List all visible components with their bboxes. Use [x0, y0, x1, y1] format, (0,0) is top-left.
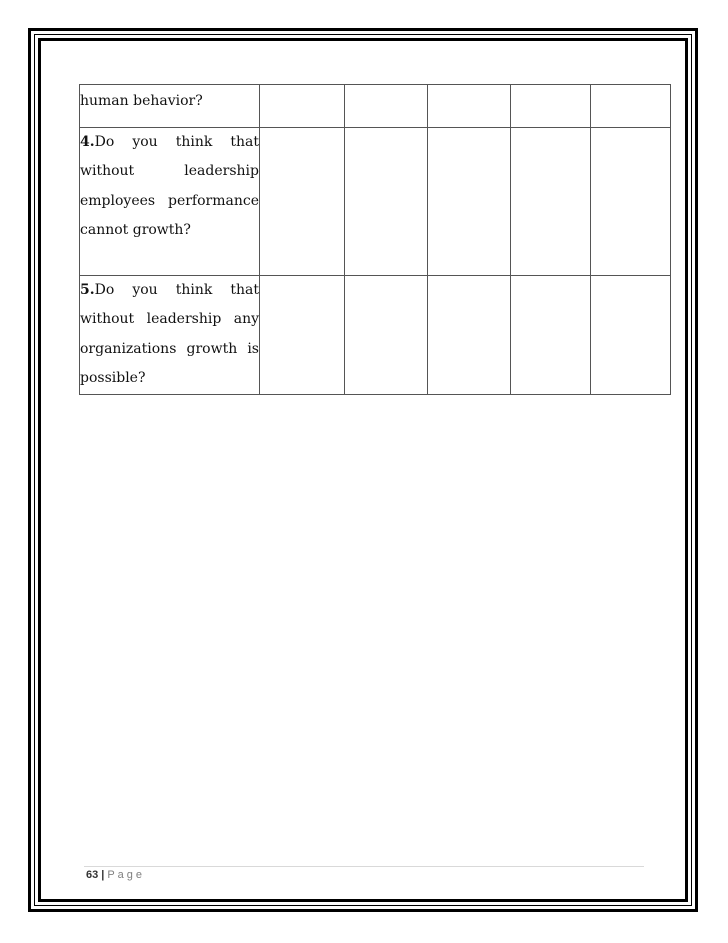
- question-cell: [80, 128, 260, 276]
- answer-cell: [345, 276, 428, 395]
- table-row: [80, 85, 671, 128]
- answer-cell: [428, 85, 511, 128]
- answer-cell: [260, 276, 345, 395]
- answer-cell: [260, 85, 345, 128]
- answer-cell: [591, 276, 671, 395]
- answer-cell: [591, 128, 671, 276]
- answer-cell: [511, 276, 591, 395]
- table-row: [80, 276, 671, 395]
- answer-cell: [260, 128, 345, 276]
- question-text: Do you think that without leadership any organizations growth is possible?: [80, 282, 259, 387]
- question-cell: [80, 85, 260, 128]
- question-text: Do you think that without leadership employees performance cannot growth?: [80, 134, 259, 239]
- question-text: human behavior?: [80, 93, 203, 109]
- answer-cell: [591, 85, 671, 128]
- question-number: 4.: [80, 134, 95, 150]
- answer-cell: [511, 85, 591, 128]
- page-number: 63: [86, 869, 99, 881]
- page-footer: [86, 869, 145, 881]
- table-row: [80, 128, 671, 276]
- answer-cell: [428, 276, 511, 395]
- answer-cell: [345, 85, 428, 128]
- question-number: 5.: [80, 282, 95, 298]
- answer-cell: [428, 128, 511, 276]
- footer-divider: [84, 866, 644, 867]
- footer-separator: |: [101, 869, 105, 881]
- survey-table: [79, 84, 671, 395]
- question-cell: [80, 276, 260, 395]
- answer-cell: [345, 128, 428, 276]
- page-label: Page: [107, 869, 146, 881]
- answer-cell: [511, 128, 591, 276]
